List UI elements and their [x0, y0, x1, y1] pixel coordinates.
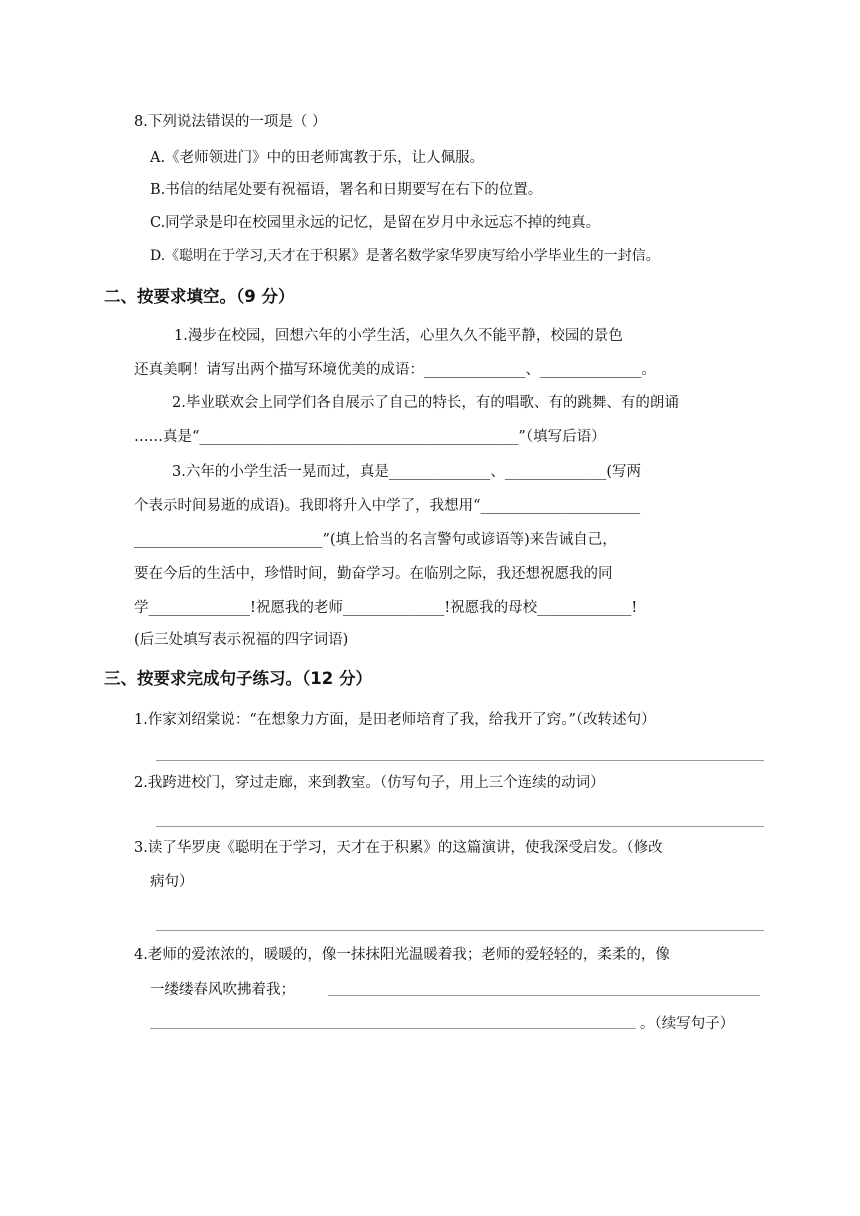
answer-line-4b[interactable] [150, 1028, 636, 1029]
s2-line-9: 学______________!祝愿我的老师______________!祝愿我的母校_____________! [134, 600, 638, 616]
s3-item-3: 3.读了华罗庚《聪明在于学习，天才在于积累》的这篇演讲，使我深受启发。（修改 [134, 840, 663, 856]
s2-line-7: __________________________”(填上恰当的名言警句或谚语等)来告诫自己， [134, 532, 617, 548]
q8-option-c: C.同学录是印在校园里永远的记忆，是留在岁月中永远忘不掉的纯真。 [150, 215, 601, 231]
s3-item-2: 2.我跨进校门，穿过走廊，来到教室。（仿写句子，用上三个连续的动词） [134, 775, 605, 791]
answer-line-3[interactable] [156, 930, 764, 931]
s2-line-10: (后三处填写表示祝福的四字词语) [134, 632, 349, 648]
s2-line-8: 要在今后的生活中，珍惜时间，勤奋学习。在临别之际，我还想祝愿我的同 [134, 566, 613, 582]
answer-line-4a[interactable] [328, 995, 760, 996]
s2-line-4: ……真是“____________________________________________”（填写后语） [134, 429, 606, 445]
q8-stem: 8.下列说法错误的一项是（ ） [134, 114, 327, 130]
s2-line-2: 还真美啊！请写出两个描写环境优美的成语：______________、______________。 [134, 362, 656, 378]
s2-line-5: 3.六年的小学生活一晃而过，真是______________、______________(写两 [172, 464, 641, 480]
q8-option-a: A.《老师领进门》中的田老师寓教于乐，让人佩服。 [150, 150, 485, 166]
s2-line-1: 1.漫步在校园，回想六年的小学生活，心里久久不能平静，校园的景色 [174, 328, 623, 344]
s3-item-1: 1.作家刘绍棠说：“在想象力方面，是田老师培育了我，给我开了窍。”（改转述句） [134, 712, 656, 728]
section3-heading: 三、按要求完成句子练习。（12 分） [104, 669, 372, 688]
s2-line-3: 2.毕业联欢会上同学们各自展示了自己的特长，有的唱歌、有的跳舞、有的朗诵 [172, 395, 679, 411]
s3-item-4-end: 。（续写句子） [640, 1016, 735, 1032]
s3-item-4: 4.老师的爱浓浓的，暖暖的，像一抹抹阳光温暖着我；老师的爱轻轻的，柔柔的，像 [134, 947, 670, 963]
s2-line-6: 个表示时间易逝的成语)。我即将升入中学了，我想用“______________________ [134, 498, 641, 514]
s3-item-4-cont: 一缕缕春风吹拂着我； [150, 982, 295, 998]
answer-line-2[interactable] [156, 826, 764, 827]
s3-item-3-cont: 病句） [150, 874, 194, 890]
answer-line-1[interactable] [156, 760, 764, 761]
section2-heading: 二、按要求填空。（9 分） [104, 287, 295, 306]
q8-option-d: D.《聪明在于学习,天才在于积累》是著名数学家华罗庚写给小学毕业生的一封信。 [150, 248, 660, 264]
q8-option-b: B.书信的结尾处要有祝福语，署名和日期要写在右下的位置。 [150, 182, 543, 198]
